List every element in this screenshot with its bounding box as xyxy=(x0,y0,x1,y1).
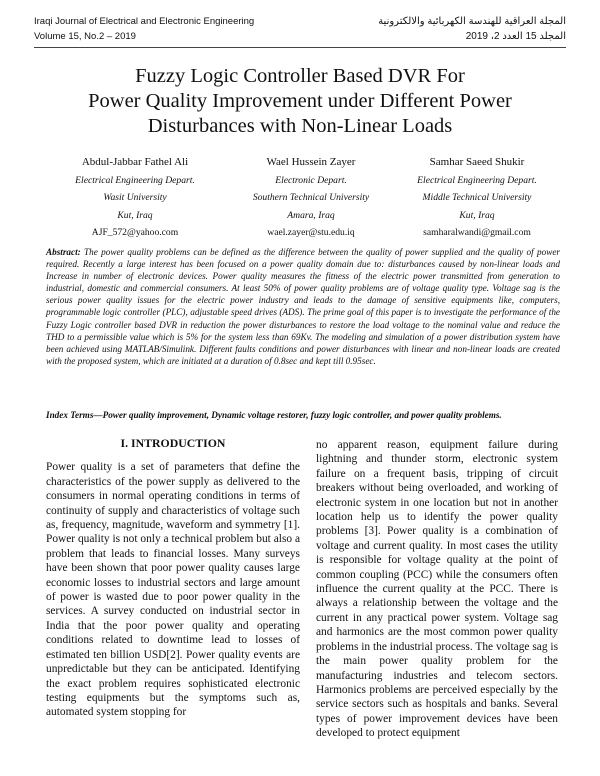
header-divider xyxy=(34,47,566,48)
body-column-right xyxy=(316,438,558,741)
author-name: Abdul-Jabbar Fathel Ali xyxy=(81,156,189,168)
title-line-2: Power Quality Improvement under Different Power xyxy=(88,90,512,112)
author-block-3 xyxy=(382,154,572,242)
author-email[interactable]: AJF_572@yahoo.com xyxy=(91,227,179,238)
paper-title xyxy=(40,64,560,139)
author-department: Electronic Depart. xyxy=(275,174,347,186)
journal-header-english xyxy=(34,14,254,44)
title-line-1: Fuzzy Logic Controller Based DVR For xyxy=(135,65,465,87)
journal-volume-arabic: المجلد 15 العدد 2، 2019 xyxy=(465,31,566,42)
author-name: Wael Hussein Zayer xyxy=(266,156,356,168)
author-city: Kut, Iraq xyxy=(459,209,495,221)
author-department: Electrical Engineering Depart. xyxy=(417,174,537,186)
author-department: Electrical Engineering Depart. xyxy=(75,174,195,186)
author-institution: Southern Technical University xyxy=(252,192,370,203)
body-column-left xyxy=(46,436,300,720)
journal-name: Iraqi Journal of Electrical and Electronic Engineering xyxy=(34,16,255,27)
author-institution: Middle Technical University xyxy=(422,192,532,203)
intro-paragraph-left: Power quality is a set of parameters that define the characteristics of the power supply as delivered to the consumers in normal operating conditions in terms of continuity of supply and characteristics of voltage such as, frequency, magnitude, waveform and symmetry [1]. Power quality is not only a technical problem but also a problem that leads to financial losses. Many surveys have been shown that poor power quality causes large economic losses to industrial sectors and large amount of power is wasted due to poor power quality in the services. A survey conducted on industrial sector in India that the poor power quality and operating conditions related to downtime lead to losses of estimated ten billion USD[2]. Power quality events are unpredictable but they can be anticipated. Identifying the exact problem requires sophisticated electronic testing equipments but the symptoms such as, automated system stopping for xyxy=(46,461,300,719)
author-block-2 xyxy=(216,154,406,242)
section-heading-introduction: I. INTRODUCTION xyxy=(120,436,226,450)
journal-name-arabic: المجلة العراقية للهندسة الكهربائية والالكترونية xyxy=(378,16,566,27)
abstract-text: The power quality problems can be defined as the difference between the quality of power supplied and the quality of power required. Recently a large interest has been focused on a power quality domain due to: disturbances caused by non-linear loads and Increase in number of electronic devices. Power quality measures the fitness of the electric power transmitted from generation to industrial, domestic and commercial consumers. At least 50% of power quality problems are of voltage quality type. Voltage sag is the serious power quality issues for the electric power industry and leads to the damage of sensitive equipments like, computers, programmable logic controller (PLC), adjustable speed drives (ADS). The prime goal of this paper is to investigate the performance of the Fuzzy Logic controller based DVR in reduction the power disturbances to restore the load voltage to the nominal value and reduce the THD to a permissible value which is 5% for the system less than 69Kv. The modeling and simulation of a power distribution system have been achieved using MATLAB/Simulink. Different faults conditions and power disturbances with linear and non-linear loads are created with the proposed system, which are initiated at a duration of 0.8sec and kept till 0.95sec. xyxy=(46,247,560,366)
author-city: Kut, Iraq xyxy=(117,209,153,221)
author-email[interactable]: wael.zayer@stu.edu.iq xyxy=(267,227,355,238)
journal-volume: Volume 15, No.2 – 2019 xyxy=(34,31,136,42)
author-block-1 xyxy=(40,154,230,242)
journal-header-arabic xyxy=(378,14,566,44)
abstract-label: Abstract: xyxy=(46,247,81,257)
author-institution: Wasit University xyxy=(103,192,167,203)
abstract xyxy=(46,246,560,367)
author-name: Samhar Saeed Shukir xyxy=(429,156,525,168)
intro-paragraph-right: no apparent reason, equipment failure during lightning and thunder storm, electronic system failure on a frequent basis, tripping of circuit breakers without being overloaded, and working of electronic system in one location but not in another location help us to identify the power quality problems [3]. Power quality is a combination of voltage and current quality. In most cases the utility is responsible for voltage quality at the point of common coupling (PCC) while the consumers often influence the current quality at the PCC. There is always a relationship between the voltage and the current in any practical power system. Voltage sag and harmonics are the most common power quality problems in the industrial process. The voltage sag is the main power quality problem for the manufacturing industries and telecom sectors. Harmonics problems are perceived especially by the service sectors such as hospitals and banks. Several types of power improvement devices have been developed to protect equipment xyxy=(316,439,558,740)
index-terms: Index Terms—Power quality improvement, Dynamic voltage restorer, fuzzy logic controller, and power quality problems. xyxy=(46,410,502,420)
title-line-3: Disturbances with Non-Linear Loads xyxy=(147,115,453,137)
author-city: Amara, Iraq xyxy=(287,209,335,221)
author-email[interactable]: samharalwandi@gmail.com xyxy=(423,227,531,238)
